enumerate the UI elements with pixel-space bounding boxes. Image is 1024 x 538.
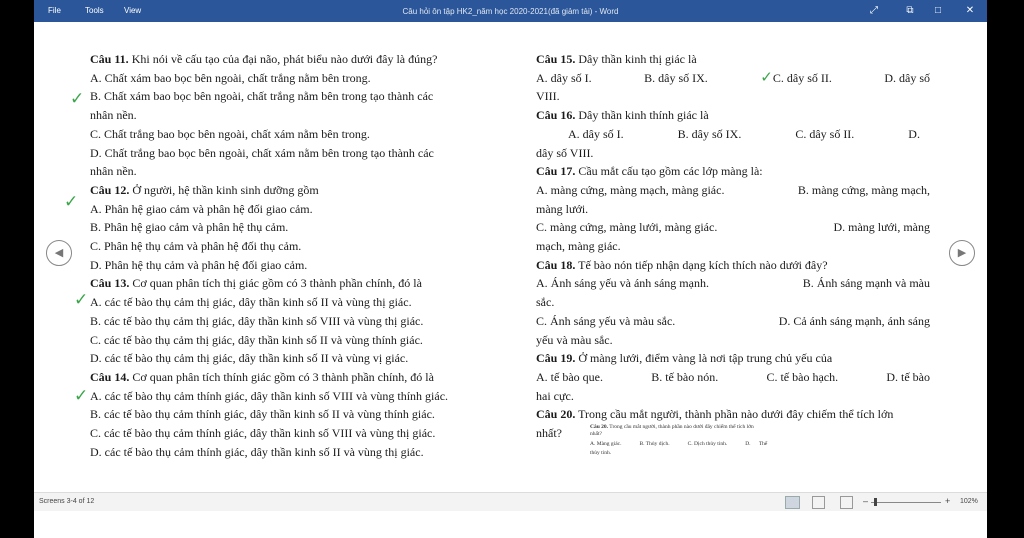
answer-11d-cont: nhân nền. xyxy=(90,164,137,179)
answer-19b: B. tế bào nón. xyxy=(651,369,719,384)
question-12: Câu 12. Ở người, hệ thần kinh sinh dưỡng gồm xyxy=(90,182,319,197)
question-20-cont: nhất? Câu 20. Trong cầu mắt người, thành phần nào dưới đây chiếm thể tích lớn nhất? A. Màng giác. B. Thủy dịch. C. Dịch thủy tinh. D. Thể thủy tinh. xyxy=(536,424,930,468)
answers-19 xyxy=(536,368,930,387)
question-16: Câu 16. Dây thần kinh thính giác là xyxy=(536,108,709,123)
answer-17c: C. màng cứng, màng lưới, màng giác. xyxy=(536,220,718,235)
zoom-slider-thumb[interactable] xyxy=(874,498,877,506)
answer-14c: C. các tế bào thụ cảm thính giác, dây thần kinh số VIII và vùng thị giác. xyxy=(90,426,436,441)
right-column xyxy=(536,50,930,468)
zoom-out-button[interactable]: – xyxy=(863,496,869,506)
question-19: Câu 19. Ở màng lưới, điểm vàng là nơi tập trung chủ yếu của xyxy=(536,351,833,366)
question-20: Câu 20. Trong cầu mắt người, thành phần nào dưới đây chiếm thể tích lớn xyxy=(536,407,894,422)
check-mark-icon: ✓ xyxy=(64,192,79,212)
check-mark-icon: ✓ xyxy=(74,386,89,406)
answer-19a: A. tế bào que. xyxy=(536,369,603,384)
answer-16d-cont: dây số VIII. xyxy=(536,145,594,160)
answer-18a: A. Ánh sáng yếu và ánh sáng mạnh. xyxy=(536,276,709,291)
close-icon[interactable]: ✕ xyxy=(965,5,975,16)
answer-15b: B. dây số IX. xyxy=(644,70,708,85)
answer-13a: A. các tế bào thụ cảm thị giác, dây thần kinh số II và vùng thị giác. xyxy=(90,295,412,310)
document-title: Câu hỏi ôn tập HK2_năm học 2020-2021(đã giảm tải) - Word xyxy=(402,7,619,16)
web-layout-icon[interactable] xyxy=(840,496,853,509)
question-11: Câu 11. Khi nói về cấu tạo của đại não, phát biểu nào dưới đây là đúng? xyxy=(90,52,438,66)
answer-16a: A. dây số I. xyxy=(568,126,624,141)
zoom-level[interactable]: 102% xyxy=(960,498,978,505)
left-column xyxy=(90,50,485,461)
answer-19d: D. tế bào xyxy=(886,369,930,384)
answer-17d: D. màng lưới, màng xyxy=(833,220,930,235)
read-mode-icon[interactable] xyxy=(785,496,800,509)
answer-14a: A. các tế bào thụ cảm thính giác, dây thần kinh số VIII và vùng thính giác. xyxy=(90,388,449,403)
zoom-slider[interactable] xyxy=(871,502,941,503)
answer-15d: D. dây số xyxy=(884,70,930,85)
question-13: Câu 13. Cơ quan phân tích thị giác gồm có 3 thành phần chính, đó là xyxy=(90,276,422,291)
answer-14d: D. các tế bào thụ cảm thính giác, dây thần kinh số II và vùng thị giác. xyxy=(90,444,424,459)
answer-18b-cont: sắc. xyxy=(536,295,555,310)
restore-icon[interactable]: ⧉ xyxy=(906,5,914,16)
check-mark-icon: ✓ xyxy=(74,290,89,310)
answer-18d-cont: yếu và màu sắc. xyxy=(536,332,613,347)
answer-11c: C. Chất trắng bao bọc bên ngoài, chất xám nằm bên trong. xyxy=(90,126,370,141)
menu-file[interactable]: File xyxy=(48,6,61,15)
pasted-question-image: Câu 20. Trong cầu mắt người, thành phần nào dưới đây chiếm thể tích lớn nhất? A. Màng giác. B. Thủy dịch. C. Dịch thủy tinh. D. Thể thủy tinh. xyxy=(590,424,768,457)
answer-13d: D. các tế bào thụ cảm thị giác, dây thần kinh số II và vùng vị giác. xyxy=(90,351,409,366)
answer-17b: B. màng cứng, màng mạch, xyxy=(797,182,930,197)
question-15: Câu 15. Dây thần kinh thị giác là xyxy=(536,52,697,66)
answer-11a: A. Chất xám bao bọc bên ngoài, chất trắng nằm bên trong. xyxy=(90,70,371,85)
document-page xyxy=(34,22,987,492)
zoom-in-button[interactable]: + xyxy=(945,496,951,506)
answers-18cd xyxy=(536,312,930,331)
word-window xyxy=(34,0,987,538)
answers-17ab xyxy=(536,181,930,200)
answer-19d-cont: hai cực. xyxy=(536,388,574,403)
answer-16b: B. dây số IX. xyxy=(677,126,742,141)
answer-15a: A. dây số I. xyxy=(536,70,592,85)
answer-13b: B. các tế bào thụ cảm thị giác, dây thần kinh số VIII và vùng thị giác. xyxy=(90,313,424,328)
answers-15 xyxy=(536,69,930,88)
next-screen-button[interactable]: ▶ xyxy=(949,240,975,266)
focus-mode-icon[interactable]: ⤢ xyxy=(870,5,878,16)
answer-11b-cont: nhân nền. xyxy=(90,108,137,123)
maximize-icon[interactable]: □ xyxy=(934,5,942,16)
answer-16d: D. xyxy=(908,126,920,141)
answer-12b: B. Phân hệ giao cảm và phân hệ thụ cảm. xyxy=(90,220,289,235)
answer-19c: C. tế bào hạch. xyxy=(766,369,839,384)
answer-12a: A. Phân hệ giao cảm và phân hệ đối giao cảm. xyxy=(90,201,313,216)
print-layout-icon[interactable] xyxy=(812,496,825,509)
previous-screen-button[interactable]: ◀ xyxy=(46,240,72,266)
answer-18d: D. Cả ánh sáng mạnh, ánh sáng xyxy=(778,313,930,328)
answer-12d: D. Phân hệ thụ cảm và phân hệ đối giao cảm. xyxy=(90,257,308,272)
answers-18ab xyxy=(536,274,930,293)
answers-16 xyxy=(536,125,930,144)
answer-13c: C. các tế bào thụ cảm thị giác, dây thần kinh số II và vùng thính giác. xyxy=(90,332,423,347)
screen-count: Screens 3-4 of 12 xyxy=(39,498,95,505)
answer-17d-cont: mạch, màng giác. xyxy=(536,239,621,254)
answer-11b: B. Chất xám bao bọc bên ngoài, chất trắng nằm bên trong tạo thành các xyxy=(90,89,434,104)
question-14: Câu 14. Cơ quan phân tích thính giác gồm có 3 thành phần chính, đó là xyxy=(90,369,434,384)
answer-11d: D. Chất trắng bao bọc bên ngoài, chất xám nằm bên trong tạo thành các xyxy=(90,145,434,160)
answer-18b: B. Ánh sáng mạnh và màu xyxy=(802,276,930,291)
answer-15d-cont: VIII. xyxy=(536,89,560,104)
answer-12c: C. Phân hệ thụ cảm và phân hệ đối thụ cảm. xyxy=(90,239,302,254)
answers-17cd xyxy=(536,218,930,237)
answer-18c: C. Ánh sáng yếu và màu sắc. xyxy=(536,313,676,328)
answer-15c: ✓C. dây số II. xyxy=(760,67,832,86)
menu-tools[interactable]: Tools xyxy=(85,6,104,15)
check-mark-icon: ✓ xyxy=(70,89,85,109)
answer-16c: C. dây số II. xyxy=(795,126,855,141)
answer-14b: B. các tế bào thụ cảm thính giác, dây thần kinh số II và vùng thính giác. xyxy=(90,407,435,422)
answer-17a: A. màng cứng, màng mạch, màng giác. xyxy=(536,182,725,197)
status-bar xyxy=(34,492,987,511)
title-bar xyxy=(34,0,987,22)
menu-view[interactable]: View xyxy=(124,6,142,15)
answer-17b-cont: màng lưới. xyxy=(536,201,589,216)
question-18: Câu 18. Tế bào nón tiếp nhận dạng kích thích nào dưới đây? xyxy=(536,257,828,272)
question-17: Câu 17. Cầu mắt cấu tạo gồm các lớp màng là: xyxy=(536,164,763,179)
check-mark-icon: ✓ xyxy=(760,67,773,86)
